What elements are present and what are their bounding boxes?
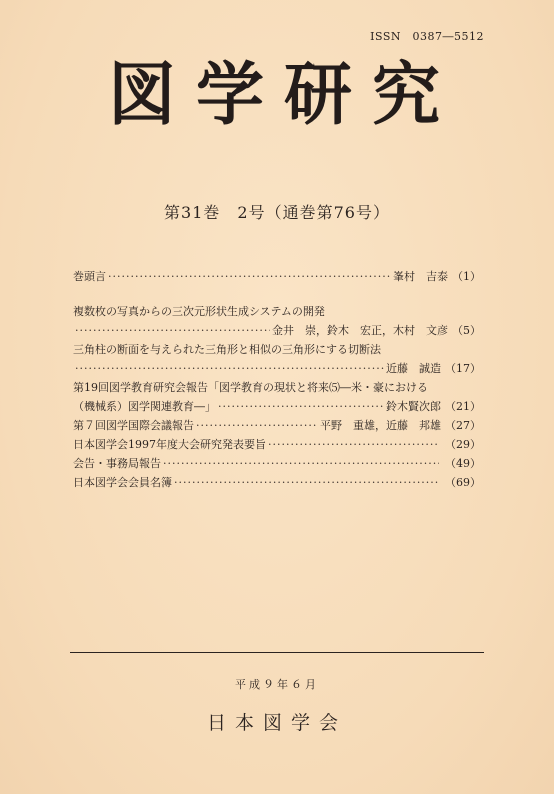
publisher-name: 日本図学会 [206,712,347,734]
divider-line [70,652,484,653]
toc-page: （29） [445,438,481,451]
publication-date: 平成９年６月 [235,678,319,691]
dot-leader [108,270,391,283]
toc-entry [73,455,481,474]
toc-author: 鈴木賢次郎 [386,400,441,413]
toc-title: 日本図学会会員名簿 [73,476,172,489]
toc-entry-author-line [73,398,481,417]
toc-page: （17） [445,362,481,375]
toc-subtitle: （機械系）図学関連教育―」 [73,400,216,413]
toc-title: 第７回図学国際会議報告 [73,419,194,432]
dot-leader [174,476,439,489]
toc-entry [73,436,481,455]
toc-page: （49） [445,457,481,470]
volume-info: 第31巻 2号（通巻第76号） [164,203,390,222]
toc-entry-author-line [73,360,481,379]
toc-title: 三角柱の断面を与えられた三角形と相似の三角形にする切断法 [73,343,381,356]
toc-page: （21） [445,400,481,413]
dot-leader [75,324,270,337]
dot-leader [75,362,384,375]
dot-leader [218,400,384,413]
toc-page: （5） [452,324,481,337]
toc-title: 会告・事務局報告 [73,457,161,470]
toc-title: 複数枚の写真からの三次元形状生成システムの開発 [73,305,325,318]
toc-page: （69） [445,476,481,489]
issn-number: ISSN 0387―5512 [370,30,484,43]
toc-entry-author-line [73,322,481,341]
toc-author: 近藤 誠造 [386,362,441,375]
toc-title: 日本図学会1997年度大会研究発表要旨 [73,438,266,451]
dot-leader [268,438,439,451]
toc-title: 巻頭言 [73,270,106,283]
dot-leader [196,419,318,432]
journal-title: 図学研究 [107,56,460,135]
toc-entry [73,474,481,493]
table-of-contents [73,268,481,493]
toc-entry-preface [73,268,481,287]
toc-author: 金井 崇，鈴木 宏正，木村 文彦 [272,324,448,337]
toc-title: 第19回図学教育研究会報告「図学教育の現状と将来⑸―米・豪における [73,381,428,394]
toc-author: 平野 重雄，近藤 邦雄 [320,419,441,432]
toc-page: （1） [452,270,481,283]
dot-leader [163,457,439,470]
toc-entry [73,417,481,436]
toc-page: （27） [445,419,481,432]
toc-author: 峯村 吉泰 [393,270,448,283]
